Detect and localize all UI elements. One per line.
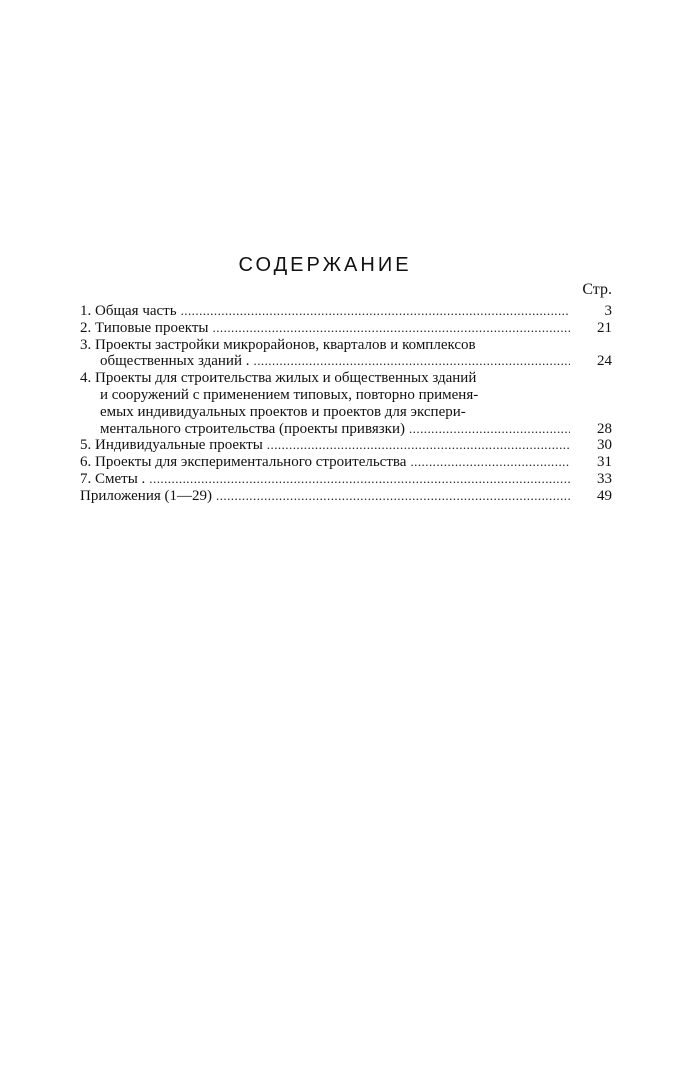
toc-entry-6 (80, 454, 612, 471)
toc-entry-page: 30 (597, 437, 612, 454)
toc-entry-page: 21 (597, 319, 612, 336)
toc-entry-label: 6. Проекты для экспериментального строительства (80, 454, 407, 471)
toc-entry-label-continuation: ментального строительства (проекты привязки) (100, 420, 405, 437)
dot-leader (213, 320, 570, 337)
toc-entry-label: 5. Индивидуальные проекты (80, 437, 263, 454)
toc-entry-page: 49 (597, 487, 612, 504)
page-title: СОДЕРЖАНИЕ (238, 254, 412, 276)
dot-leader (409, 421, 570, 438)
toc-entry-label-continuation: и сооружений с применением типовых, повторно применя- (100, 386, 479, 403)
toc-entry-5 (80, 437, 612, 454)
toc-entry-3 (80, 337, 612, 371)
dot-leader (267, 437, 570, 454)
toc-entry-page: 3 (604, 303, 612, 319)
toc-entry-label-continuation: общественных зданий . (100, 353, 250, 370)
toc-entry-4 (80, 370, 612, 437)
toc-entry-label: 3. Проекты застройки микрорайонов, кварталов и комплексов (80, 336, 476, 353)
toc-entry-7 (80, 471, 612, 488)
dot-leader (149, 471, 570, 488)
toc-entry-label-continuation: емых индивидуальных проектов и проектов для экспери- (100, 403, 466, 420)
toc-entry-label: 1. Общая часть (80, 303, 177, 319)
toc-entry-label: 4. Проекты для строительства жилых и общественных зданий (80, 370, 477, 387)
toc-entry-page: 31 (597, 454, 612, 471)
toc-entry-label: 7. Сметы . (80, 470, 146, 487)
toc-entry-1 (80, 303, 612, 320)
toc-entry-2 (80, 320, 612, 337)
page-column-header: Стр. (582, 281, 612, 298)
toc-entry-label: 2. Типовые проекты (80, 319, 209, 336)
dot-leader (181, 303, 570, 320)
dot-leader (216, 488, 570, 505)
toc-entry-page: 24 (597, 353, 612, 370)
toc-entry-page: 33 (597, 470, 612, 487)
table-of-contents (80, 303, 612, 505)
dot-leader (410, 454, 570, 471)
toc-entry-appendices (80, 488, 612, 505)
toc-entry-label: Приложения (1—29) (80, 487, 212, 504)
toc-entry-page: 28 (597, 420, 612, 437)
dot-leader (254, 353, 571, 370)
